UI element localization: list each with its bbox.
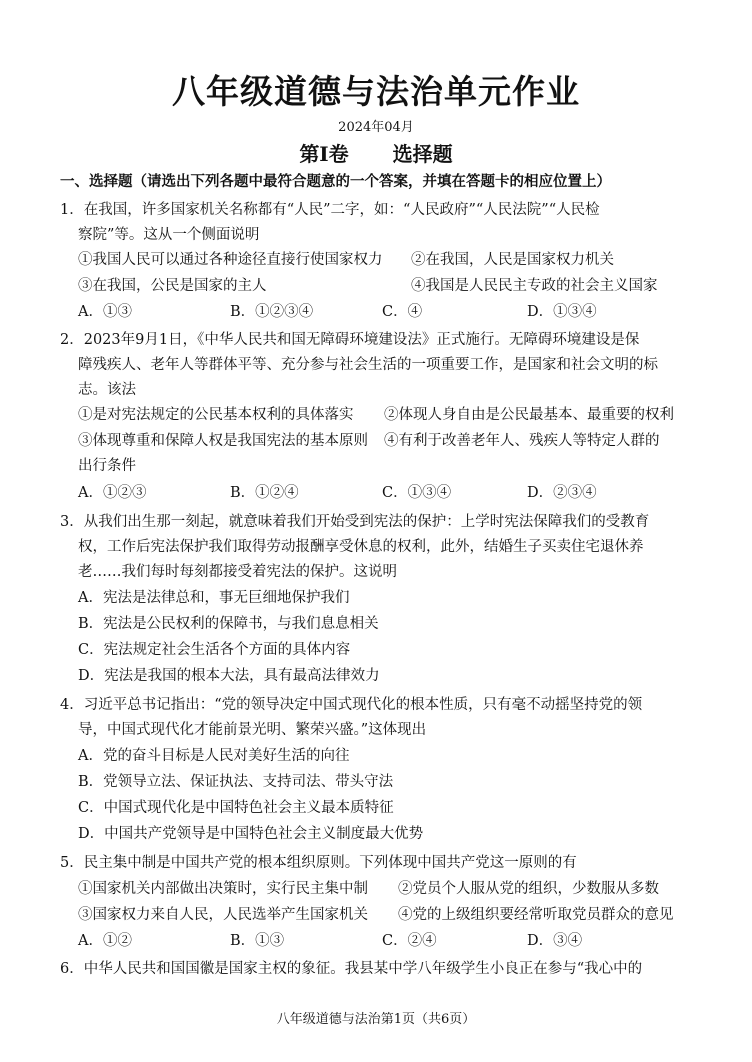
q5-option-c[interactable]: C．②④ <box>382 933 437 949</box>
q3-option-d[interactable]: D．宪法是我国的根本大法，具有最高法律效力 <box>78 668 380 684</box>
q5-stem-line1: 5．民主集中制是中国共产党的根本组织原则。下列体现中国共产党这一原则的有 <box>60 855 577 871</box>
q2-statement-4: ④有利于改善老年人、残疾人等特定人群的 <box>384 433 660 449</box>
q2-statement-1: ①是对宪法规定的公民基本权利的具体落实 <box>78 407 354 423</box>
q3-option-a[interactable]: A．宪法是法律总和，事无巨细地保护我们 <box>78 590 350 606</box>
q1-statement-1: ①我国人民可以通过各种途径直接行使国家权力 <box>78 252 383 268</box>
q4-stem-line1: 4．习近平总书记指出：“党的领导决定中国式现代化的根本性质，只有毫不动摇坚持党的领 <box>60 697 643 713</box>
q2-option-d[interactable]: D．②③④ <box>527 485 597 501</box>
q1-option-a[interactable]: A．①③ <box>78 304 132 320</box>
q4-stem-line2: 导，中国式现代化才能前景光明、繁荣兴盛。”这体现出 <box>78 722 427 738</box>
q5-statement-2: ②党员个人服从党的组织，少数服从多数 <box>398 881 659 897</box>
q1-statement-3: ③在我国，公民是国家的主人 <box>78 278 267 294</box>
q1-option-b[interactable]: B．①②③④ <box>230 304 314 320</box>
q3-stem-line2: 权，工作后宪法保护我们取得劳动报酬享受休息的权利，此外，结婚生子买卖住宅退休养 <box>78 539 644 555</box>
q1-stem-line1: 1．在我国，许多国家机关名称都有“人民”二字，如：“人民政府”“人民法院”“人民检 <box>60 202 600 218</box>
q4-option-a[interactable]: A．党的奋斗目标是人民对美好生活的向往 <box>78 748 350 764</box>
q2-option-b[interactable]: B．①②④ <box>230 485 299 501</box>
q3-stem-line1: 3．从我们出生那一刻起，就意味着我们开始受到宪法的保护：上学时宪法保障我们的受教育 <box>60 514 650 530</box>
section-part: 第Ⅰ卷 <box>299 142 349 166</box>
q1-statement-4: ④我国是人民民主专政的社会主义国家 <box>411 278 658 294</box>
q5-statement-3: ③国家权力来自人民，人民选举产生国家机关 <box>78 907 368 923</box>
page-footer: 八年级道德与法治第1页（共6页） <box>276 1012 476 1027</box>
q4-option-d[interactable]: D．中国共产党领导是中国特色社会主义制度最大优势 <box>78 826 424 842</box>
q5-option-d[interactable]: D．③④ <box>527 933 583 949</box>
q1-statement-2: ②在我国，人民是国家权力机关 <box>411 252 614 268</box>
q5-option-a[interactable]: A．①② <box>78 933 132 949</box>
q5-statement-1: ①国家机关内部做出决策时，实行民主集中制 <box>78 881 368 897</box>
q2-stem-line2: 障残疾人、老年人等群体平等、充分参与社会生活的一项重要工作，是国家和社会文明的标 <box>78 357 658 373</box>
q2-statement-4-cont: 出行条件 <box>78 458 136 474</box>
q2-statement-2: ②体现人身自由是公民最基本、最重要的权利 <box>384 407 674 423</box>
q2-stem-line3: 志。该法 <box>78 382 136 398</box>
q1-option-d[interactable]: D．①③④ <box>527 304 597 320</box>
q2-stem-line1: 2．2023年9月1日，《中华人民共和国无障碍环境建设法》正式施行。无障碍环境建设是保 <box>60 332 640 348</box>
exam-date: 2024年04月 <box>338 120 414 135</box>
q1-stem-line2: 察院”等。这从一个侧面说明 <box>78 227 260 243</box>
q3-option-c[interactable]: C．宪法规定社会生活各个方面的具体内容 <box>78 642 351 658</box>
q2-option-c[interactable]: C．①③④ <box>382 485 452 501</box>
q2-statement-3: ③体现尊重和保障人权是我国宪法的基本原则 <box>78 433 368 449</box>
q4-option-b[interactable]: B．党领导立法、保证执法、支持司法、带头守法 <box>78 774 394 790</box>
q1-option-c[interactable]: C．④ <box>382 304 423 320</box>
q3-option-b[interactable]: B．宪法是公民权利的保障书，与我们息息相关 <box>78 616 379 632</box>
q6-stem-line1: 6．中华人民共和国国徽是国家主权的象征。我县某中学八年级学生小良正在参与“我心中的 <box>60 961 643 977</box>
section-name: 选择题 <box>392 142 453 166</box>
section-heading <box>0 138 752 167</box>
page-title: 八年级道德与法治单元作业 <box>172 72 580 111</box>
q2-option-a[interactable]: A．①②③ <box>78 485 147 501</box>
q5-option-b[interactable]: B．①③ <box>230 933 285 949</box>
q3-stem-line3: 老……我们每时每刻都接受着宪法的保护。这说明 <box>78 564 397 580</box>
instructions: 一、选择题（请选出下列各题中最符合题意的一个答案，并填在答题卡的相应位置上） <box>60 173 611 190</box>
q4-option-c[interactable]: C．中国式现代化是中国特色社会主义最本质特征 <box>78 800 394 816</box>
q5-statement-4: ④党的上级组织要经常听取党员群众的意见 <box>398 907 674 923</box>
